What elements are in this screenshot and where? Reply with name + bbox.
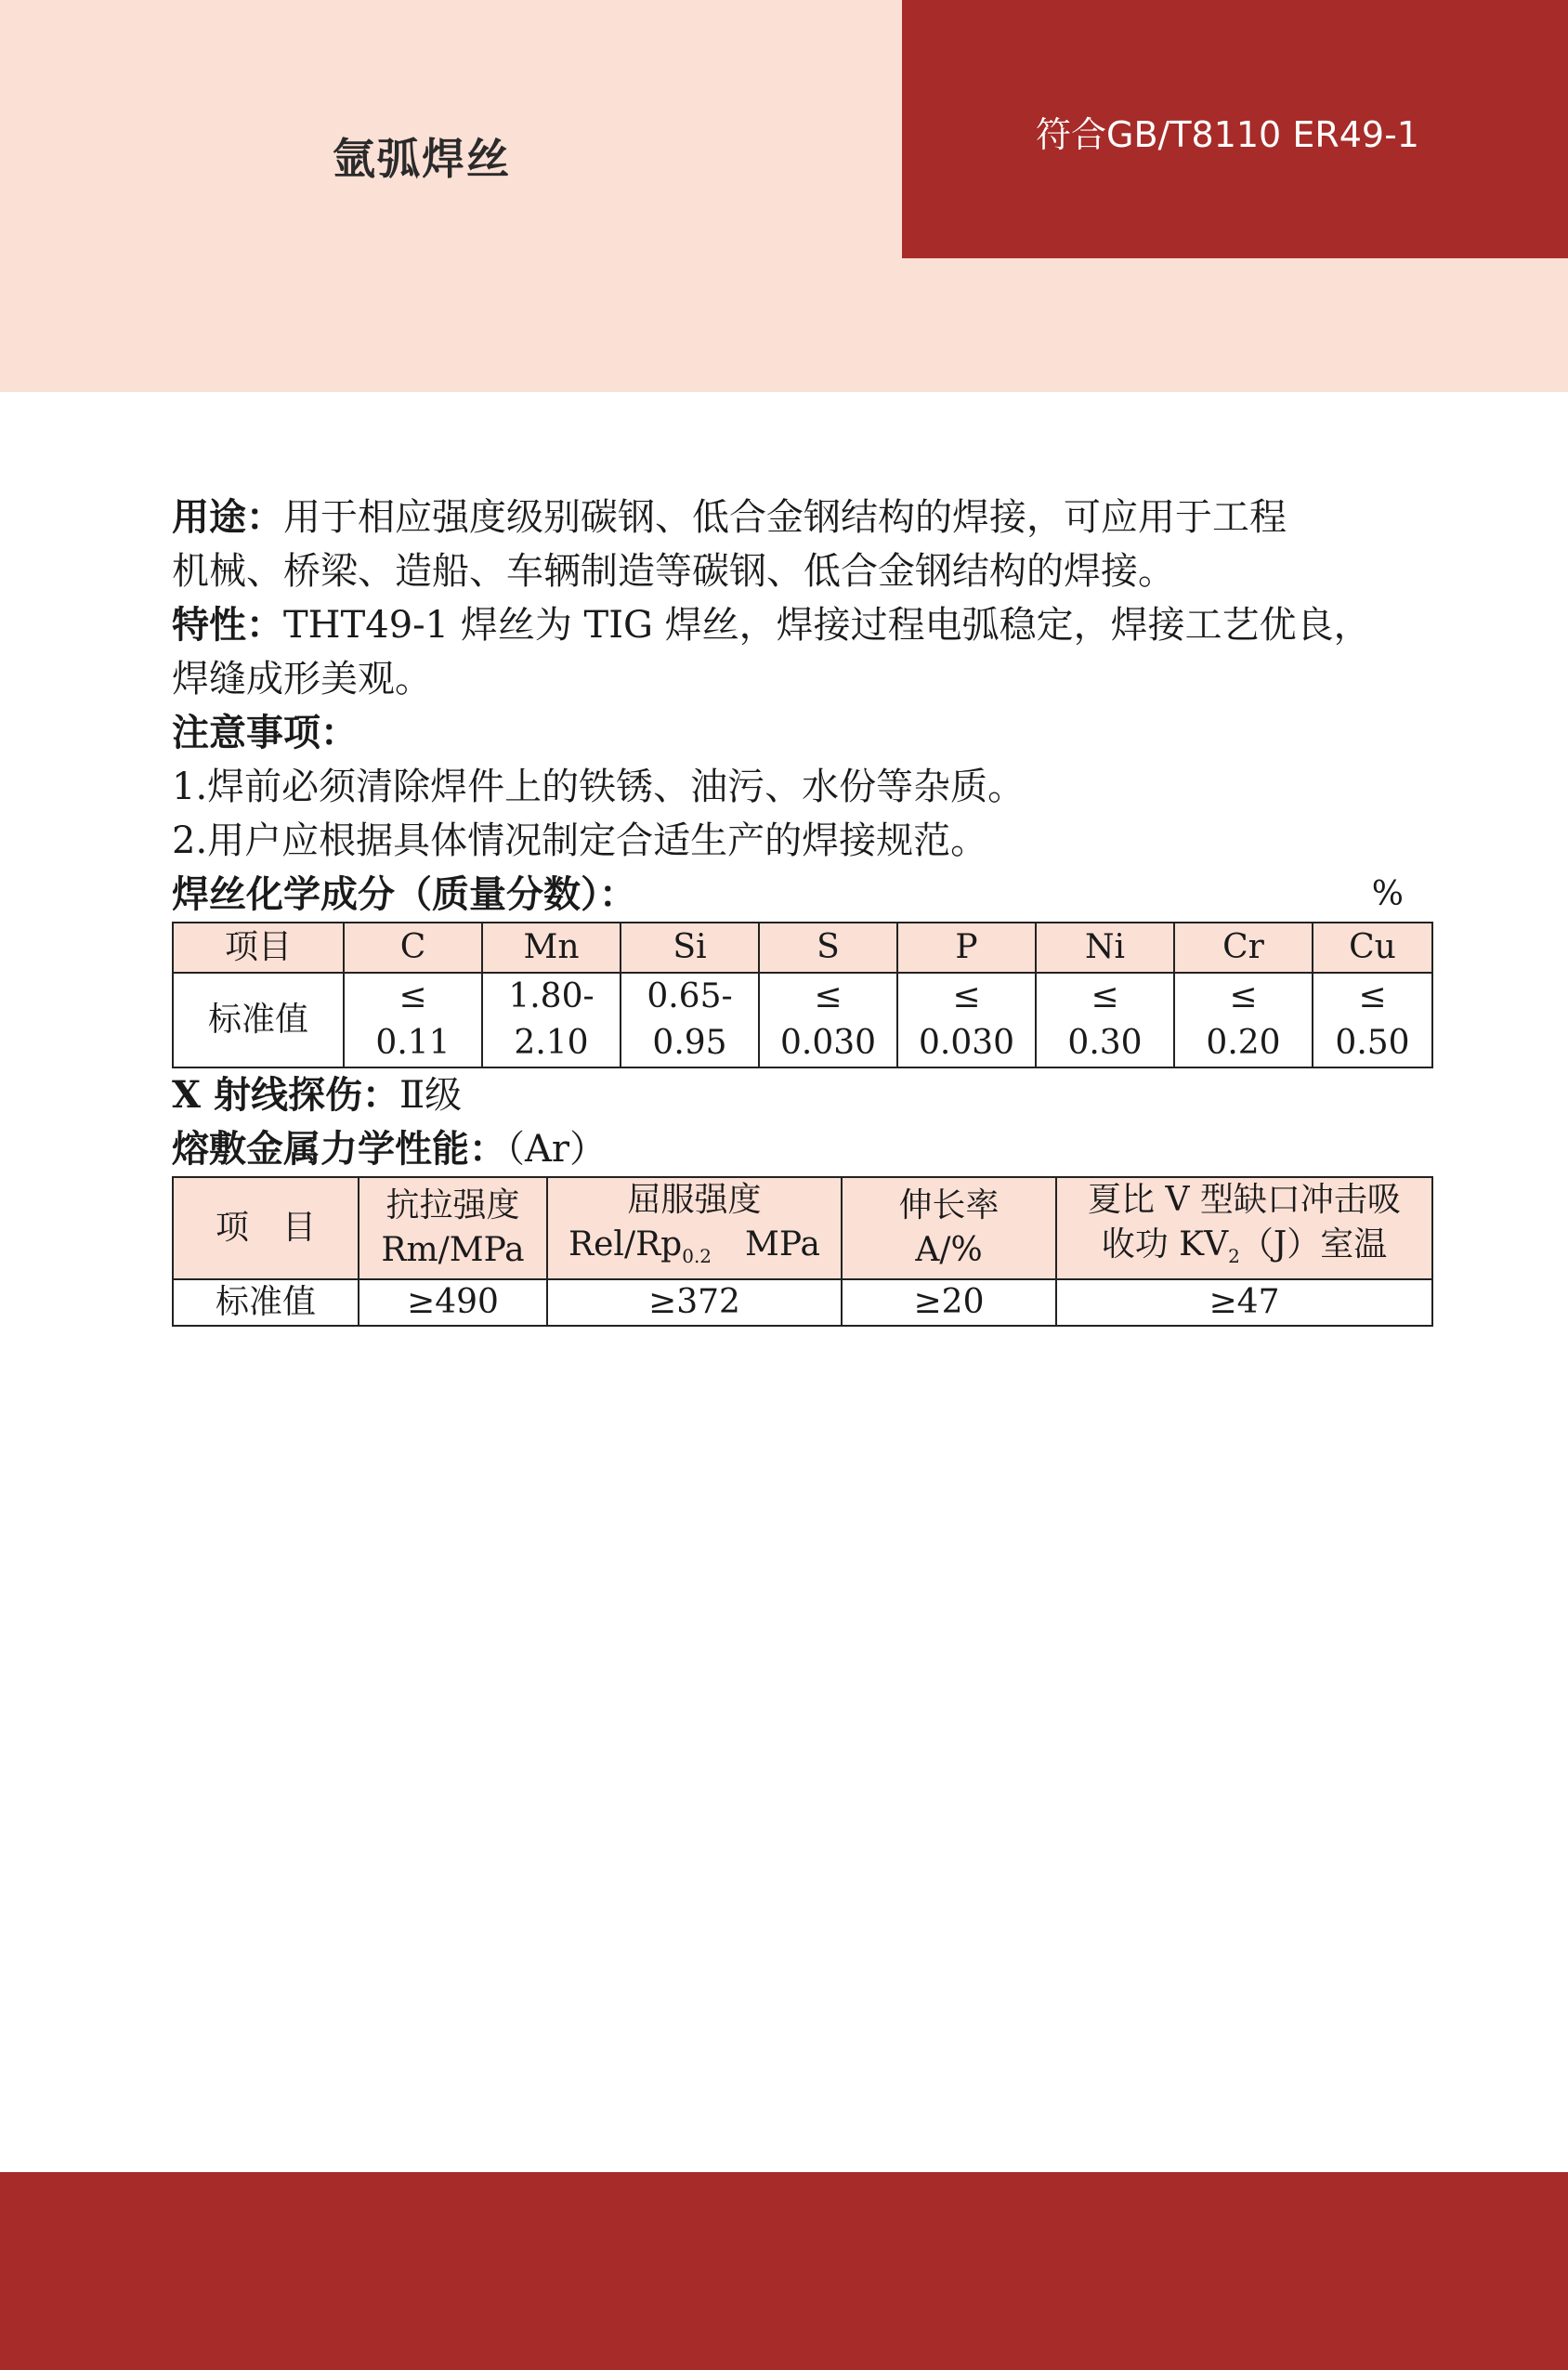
- value-line: 0.30: [1067, 1024, 1143, 1062]
- mech-title-suffix: （Ar）: [506, 1128, 608, 1171]
- chem-header-cell: Cr: [1174, 923, 1313, 973]
- value-line: 0.11: [375, 1024, 451, 1062]
- mech-header-cell: [547, 1177, 842, 1279]
- value-line: ≤: [1091, 977, 1119, 1015]
- usage-paragraph-cont: 机械、桥梁、造船、车辆制造等碳钢、低合金钢结构的焊接。: [172, 550, 1175, 593]
- standard-label: 符合GB/T8110 ER49-1: [1036, 114, 1419, 155]
- value-line: 0.20: [1206, 1024, 1281, 1062]
- mech-header-cell: 项 目: [173, 1177, 359, 1279]
- mech-value-cell: ≥490: [359, 1279, 547, 1326]
- header-subscript: 0.2: [682, 1245, 712, 1268]
- header-text: MPa: [712, 1225, 820, 1264]
- chem-unit: %: [1371, 875, 1404, 913]
- usage-label: 用途：: [172, 495, 283, 539]
- usage-text: 用于相应强度级别碳钢、低合金钢结构的焊接，可应用于工程: [283, 496, 1287, 539]
- header-line: 屈服强度: [627, 1181, 762, 1219]
- note-item: 2.用户应根据具体情况制定合适生产的焊接规范。: [172, 819, 988, 862]
- chem-row-label: 标准值: [173, 973, 344, 1067]
- mech-header-cell: [359, 1177, 547, 1279]
- value-line: 0.030: [779, 1024, 877, 1062]
- chem-header-cell: 项目: [173, 923, 344, 973]
- chem-value-cell: [482, 973, 621, 1067]
- chem-value-cell: [897, 973, 1036, 1067]
- value-line: ≤: [952, 977, 981, 1015]
- chem-header-row: [173, 923, 1432, 973]
- value-line: ≤: [1358, 977, 1387, 1015]
- header-line: [1057, 1223, 1431, 1278]
- features-paragraph: [172, 598, 1431, 652]
- header-line: 夏比 V 型缺口冲击吸: [1088, 1181, 1401, 1219]
- chem-value-cell: [621, 973, 759, 1067]
- mech-row-label: 标准值: [173, 1279, 359, 1326]
- mech-value-row: [173, 1279, 1432, 1326]
- chem-header-cell: C: [344, 923, 482, 973]
- xray-value: Ⅱ级: [399, 1074, 463, 1117]
- header-line: A/%: [915, 1231, 983, 1270]
- footer-band: [0, 2172, 1568, 2370]
- value-line: ≤: [1229, 977, 1258, 1015]
- chem-value-cell: [1174, 973, 1313, 1067]
- features-label: 特性：: [172, 603, 283, 647]
- value-line: 0.50: [1335, 1024, 1410, 1062]
- mech-title: 熔敷金属力学性能：: [172, 1127, 506, 1171]
- content: [172, 491, 1431, 1327]
- value-line: ≤: [814, 977, 843, 1015]
- header-subscript: 2: [1228, 1245, 1240, 1268]
- value-line: 2.10: [514, 1024, 589, 1062]
- chem-header-cell: Si: [621, 923, 759, 973]
- chem-value-cell: [759, 973, 897, 1067]
- mech-value-cell: ≥20: [842, 1279, 1056, 1326]
- xray-line: [172, 1068, 1431, 1122]
- header-line: 抗拉强度: [385, 1186, 520, 1225]
- header-line: [548, 1223, 841, 1278]
- mech-title-line: [172, 1122, 1431, 1176]
- mech-header-cell: [1056, 1177, 1432, 1279]
- chem-header-cell: Ni: [1036, 923, 1174, 973]
- product-title: 氩弧焊丝: [333, 134, 511, 184]
- chem-header-cell: P: [897, 923, 1036, 973]
- header-text: Rel/Rp: [568, 1225, 683, 1264]
- features-paragraph-cont: 焊缝成形美观。: [172, 658, 432, 701]
- header-line: 伸长率: [898, 1186, 1000, 1225]
- chem-value-cell: [1036, 973, 1174, 1067]
- chem-title: 焊丝化学成分（质量分数）：: [172, 872, 636, 916]
- chem-header-cell: S: [759, 923, 897, 973]
- mech-value-cell: ≥372: [547, 1279, 842, 1326]
- notes-label: 注意事项：: [172, 711, 358, 754]
- value-line: 0.95: [652, 1024, 727, 1062]
- value-line: 0.030: [918, 1024, 1015, 1062]
- chem-title-row: [172, 868, 1431, 922]
- mech-value-cell: ≥47: [1056, 1279, 1432, 1326]
- mech-table: [172, 1176, 1433, 1327]
- features-text: THT49-1 焊丝为 TIG 焊丝，焊接过程电弧稳定，焊接工艺优良，: [283, 604, 1371, 647]
- value-line: 1.80-: [508, 977, 595, 1015]
- header-text: 收功 KV: [1101, 1225, 1229, 1264]
- chem-value-row: [173, 973, 1432, 1067]
- mech-header-row: [173, 1177, 1432, 1279]
- xray-label: X 射线探伤：: [172, 1073, 399, 1117]
- header-line: Rm/MPa: [381, 1231, 525, 1270]
- note-item: 1.焊前必须清除焊件上的铁锈、油污、水份等杂质。: [172, 766, 1026, 808]
- value-line: ≤: [399, 977, 427, 1015]
- value-line: 0.65-: [647, 977, 733, 1015]
- mech-header-cell: [842, 1177, 1056, 1279]
- chem-value-cell: [344, 973, 482, 1067]
- header-text: （J）室温: [1239, 1225, 1388, 1264]
- usage-paragraph: [172, 491, 1431, 544]
- chem-header-cell: Mn: [482, 923, 621, 973]
- chem-value-cell: [1313, 973, 1432, 1067]
- chem-header-cell: Cu: [1313, 923, 1432, 973]
- chem-table: [172, 922, 1433, 1068]
